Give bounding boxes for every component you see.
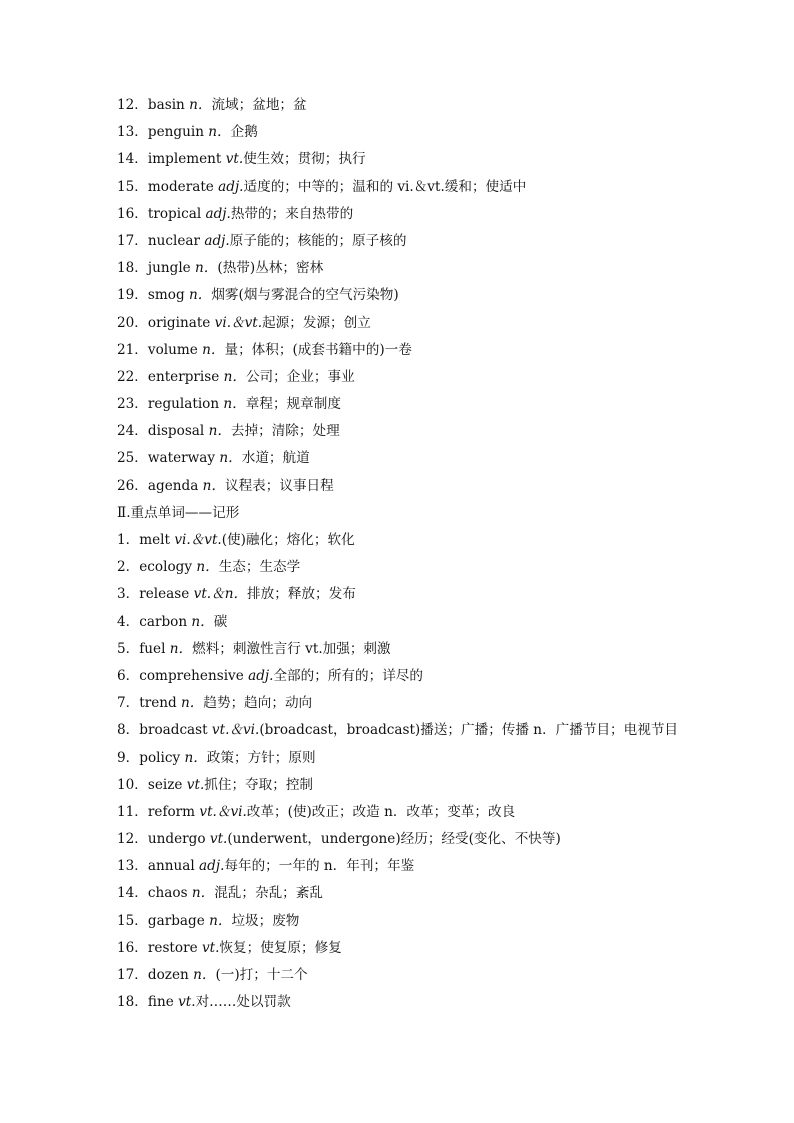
entry-def: 热带的；来自热带的 xyxy=(230,205,354,222)
entry-num: 25． xyxy=(117,450,148,467)
entry-def: (一)打；十二个 xyxy=(215,967,308,983)
vocabulary-list-form xyxy=(117,527,757,1016)
vocab-entry xyxy=(117,880,757,907)
vocabulary-page xyxy=(117,92,757,1016)
vocab-entry xyxy=(117,364,757,391)
entry-word: chaos xyxy=(147,885,188,902)
entry-word: smog xyxy=(147,287,185,304)
vocab-entry xyxy=(117,581,757,608)
entry-pos: n． xyxy=(184,97,212,113)
entry-word: fuel xyxy=(139,640,166,657)
entry-pos: adj. xyxy=(201,205,231,222)
entry-num: 15． xyxy=(117,912,148,929)
vocab-entry xyxy=(117,255,757,282)
vocab-entry xyxy=(117,92,757,119)
entry-pos: n． xyxy=(188,967,216,983)
vocab-entry xyxy=(117,663,757,690)
entry-num: 13． xyxy=(117,858,148,875)
entry-pos: vi.＆vt. xyxy=(210,314,263,331)
entry-num: 6． xyxy=(117,667,140,684)
vocabulary-list-meaning xyxy=(117,92,757,500)
entry-word: ecology xyxy=(139,559,193,576)
entry-pos: n． xyxy=(184,287,212,304)
entry-pos: n． xyxy=(215,450,242,467)
entry-num: 7． xyxy=(117,695,140,712)
vocab-entry xyxy=(117,717,757,744)
entry-def: 碳 xyxy=(213,613,228,630)
vocab-entry xyxy=(117,962,757,989)
entry-num: 18． xyxy=(117,260,148,277)
entry-pos: vi.＆vt. xyxy=(170,532,222,548)
entry-num: 5． xyxy=(117,640,140,657)
entry-pos: n． xyxy=(180,749,207,766)
entry-num: 23． xyxy=(117,396,148,413)
entry-word: regulation xyxy=(147,396,220,413)
entry-num: 15． xyxy=(117,178,148,195)
entry-pos: vt. xyxy=(205,831,228,848)
entry-word: fine xyxy=(147,994,174,1011)
entry-num: 1． xyxy=(117,532,140,548)
entry-word: release xyxy=(139,586,190,603)
entry-def: 量；体积；(成套书籍中的)一卷 xyxy=(224,341,412,358)
vocab-entry xyxy=(117,391,757,418)
entry-num: 26． xyxy=(117,477,148,494)
entry-pos: vt. xyxy=(182,776,205,793)
vocab-entry xyxy=(117,935,757,962)
entry-num: 9． xyxy=(117,749,140,766)
entry-def: 烟雾(烟与雾混合的空气污染物) xyxy=(211,287,399,304)
entry-pos: n． xyxy=(190,260,218,277)
vocab-entry xyxy=(117,690,757,717)
entry-num: 12． xyxy=(117,97,148,113)
entry-word: basin xyxy=(147,97,185,113)
entry-pos: vt. xyxy=(221,151,244,168)
entry-num: 17． xyxy=(117,967,148,983)
vocab-entry xyxy=(117,989,757,1016)
entry-word: carbon xyxy=(139,613,188,630)
entry-pos: n． xyxy=(204,423,231,440)
entry-word: agenda xyxy=(147,477,199,494)
entry-num: 21． xyxy=(117,341,148,358)
entry-pos: n． xyxy=(203,124,231,141)
vocab-entry xyxy=(117,554,757,581)
entry-word: melt xyxy=(139,532,170,548)
entry-num: 11． xyxy=(117,803,148,820)
entry-def: 公司；企业；事业 xyxy=(245,368,355,385)
vocab-entry xyxy=(117,337,757,364)
entry-pos: vt.＆vi. xyxy=(195,803,247,820)
entry-word: waterway xyxy=(147,450,216,467)
vocab-entry xyxy=(117,418,757,445)
entry-pos: n． xyxy=(165,640,193,657)
entry-pos: vt. xyxy=(197,939,220,956)
entry-def: 对……处以罚款 xyxy=(195,994,291,1011)
entry-def: 政策；方针；原则 xyxy=(206,749,316,766)
entry-word: moderate xyxy=(147,178,214,195)
vocab-entry xyxy=(117,174,757,201)
entry-def: 趋势；趋向；动向 xyxy=(203,695,313,712)
entry-num: 19． xyxy=(117,287,148,304)
entry-def: 原子能的；核能的；原子核的 xyxy=(229,232,407,249)
entry-num: 18． xyxy=(117,994,148,1011)
entry-def: 起源；发源；创立 xyxy=(262,314,371,331)
entry-num: 24． xyxy=(117,423,148,440)
entry-word: volume xyxy=(147,341,198,358)
entry-word: disposal xyxy=(147,423,205,440)
entry-pos: n． xyxy=(187,885,215,902)
entry-def: (热带)丛林；密林 xyxy=(217,260,324,277)
vocab-entry xyxy=(117,853,757,880)
entry-def: 议程表；议事日程 xyxy=(225,477,334,494)
entry-pos: vt.＆n． xyxy=(189,586,248,603)
entry-def: 抓住；夺取；控制 xyxy=(204,776,314,793)
entry-def: 每年的；一年的 n．年刊；年鉴 xyxy=(224,858,415,875)
entry-word: penguin xyxy=(147,124,204,141)
entry-word: seize xyxy=(147,776,183,793)
entry-def: 混乱；杂乱；紊乱 xyxy=(214,885,323,902)
entry-word: implement xyxy=(147,151,222,168)
entry-def: (broadcast，broadcast)播送；广播；传播 n．广播节目；电视节目 xyxy=(259,722,679,739)
entry-word: enterprise xyxy=(147,368,220,385)
entry-num: 2． xyxy=(117,559,140,576)
entry-word: restore xyxy=(147,939,198,956)
entry-word: broadcast xyxy=(139,722,208,739)
vocab-entry xyxy=(117,745,757,772)
entry-pos: n． xyxy=(219,368,246,385)
entry-pos: vt.＆vi. xyxy=(207,722,260,739)
entry-word: undergo xyxy=(147,831,206,848)
entry-def: 章程；规章制度 xyxy=(245,396,341,413)
entry-num: 10． xyxy=(117,776,148,793)
entry-word: jungle xyxy=(147,260,191,277)
vocab-entry xyxy=(117,527,757,554)
entry-word: garbage xyxy=(147,912,205,929)
entry-num: 17． xyxy=(117,232,148,249)
entry-pos: adj. xyxy=(200,232,230,249)
entry-num: 22． xyxy=(117,368,148,385)
vocab-entry xyxy=(117,636,757,663)
entry-num: 16． xyxy=(117,205,148,222)
vocab-entry xyxy=(117,146,757,173)
entry-pos: n． xyxy=(176,695,204,712)
vocab-entry xyxy=(117,908,757,935)
vocab-entry xyxy=(117,799,757,826)
vocab-entry xyxy=(117,445,757,472)
entry-pos: n． xyxy=(197,341,225,358)
section-heading: Ⅱ.重点单词——记形 xyxy=(117,504,240,521)
entry-word: reform xyxy=(147,803,196,820)
entry-def: 恢复；使复原；修复 xyxy=(219,939,342,956)
entry-word: dozen xyxy=(147,967,189,983)
entry-pos: adj. xyxy=(213,178,244,195)
entry-def: 去掉；清除；处理 xyxy=(230,423,340,440)
entry-word: annual xyxy=(147,858,195,875)
entry-def: (使)融化；熔化；软化 xyxy=(221,532,355,548)
entry-def: 适度的；中等的；温和的 vi.＆vt.缓和；使适中 xyxy=(243,178,527,195)
vocab-entry xyxy=(117,201,757,228)
entry-def: 流域；盆地；盆 xyxy=(211,97,307,113)
entry-num: 14． xyxy=(117,885,148,902)
entry-def: 全部的；所有的；详尽的 xyxy=(273,667,423,684)
entry-pos: n． xyxy=(187,613,214,630)
entry-def: 改革；(使)改正；改造 n．改革；变革；改良 xyxy=(246,803,516,820)
entry-word: tropical xyxy=(147,205,202,222)
entry-pos: n． xyxy=(204,912,232,929)
entry-pos: vt. xyxy=(173,994,196,1011)
entry-num: 12． xyxy=(117,831,148,848)
entry-def: (underwent，undergone)经历；经受(变化、不快等) xyxy=(227,831,561,848)
vocab-entry xyxy=(117,473,757,500)
vocab-entry xyxy=(117,228,757,255)
entry-word: trend xyxy=(139,695,177,712)
entry-num: 13． xyxy=(117,124,148,141)
entry-def: 使生效；贯彻；执行 xyxy=(243,151,366,168)
entry-num: 14． xyxy=(117,151,148,168)
vocab-entry xyxy=(117,772,757,799)
entry-num: 16． xyxy=(117,939,148,956)
entry-num: 3． xyxy=(117,586,140,603)
entry-def: 垃圾；废物 xyxy=(231,912,300,929)
entry-pos: n． xyxy=(219,396,246,413)
entry-pos: n． xyxy=(192,559,219,576)
vocab-entry xyxy=(117,119,757,146)
entry-def: 燃料；刺激性言行 vt.加强；刺激 xyxy=(192,640,391,657)
entry-word: comprehensive xyxy=(139,667,244,684)
entry-word: originate xyxy=(147,314,211,331)
entry-num: 8． xyxy=(117,722,140,739)
vocab-entry xyxy=(117,826,757,853)
vocab-entry xyxy=(117,310,757,337)
entry-pos: n． xyxy=(198,477,225,494)
vocab-entry xyxy=(117,609,757,636)
entry-pos: adj. xyxy=(194,858,225,875)
entry-word: policy xyxy=(139,749,181,766)
entry-num: 20． xyxy=(117,314,148,331)
entry-num: 4． xyxy=(117,613,140,630)
vocab-entry xyxy=(117,282,757,309)
entry-def: 生态；生态学 xyxy=(218,559,301,576)
entry-def: 企鹅 xyxy=(230,124,258,141)
entry-def: 水道；航道 xyxy=(241,450,310,467)
entry-def: 排放；释放；发布 xyxy=(247,586,356,603)
entry-word: nuclear xyxy=(147,232,201,249)
entry-pos: adj. xyxy=(243,667,274,684)
